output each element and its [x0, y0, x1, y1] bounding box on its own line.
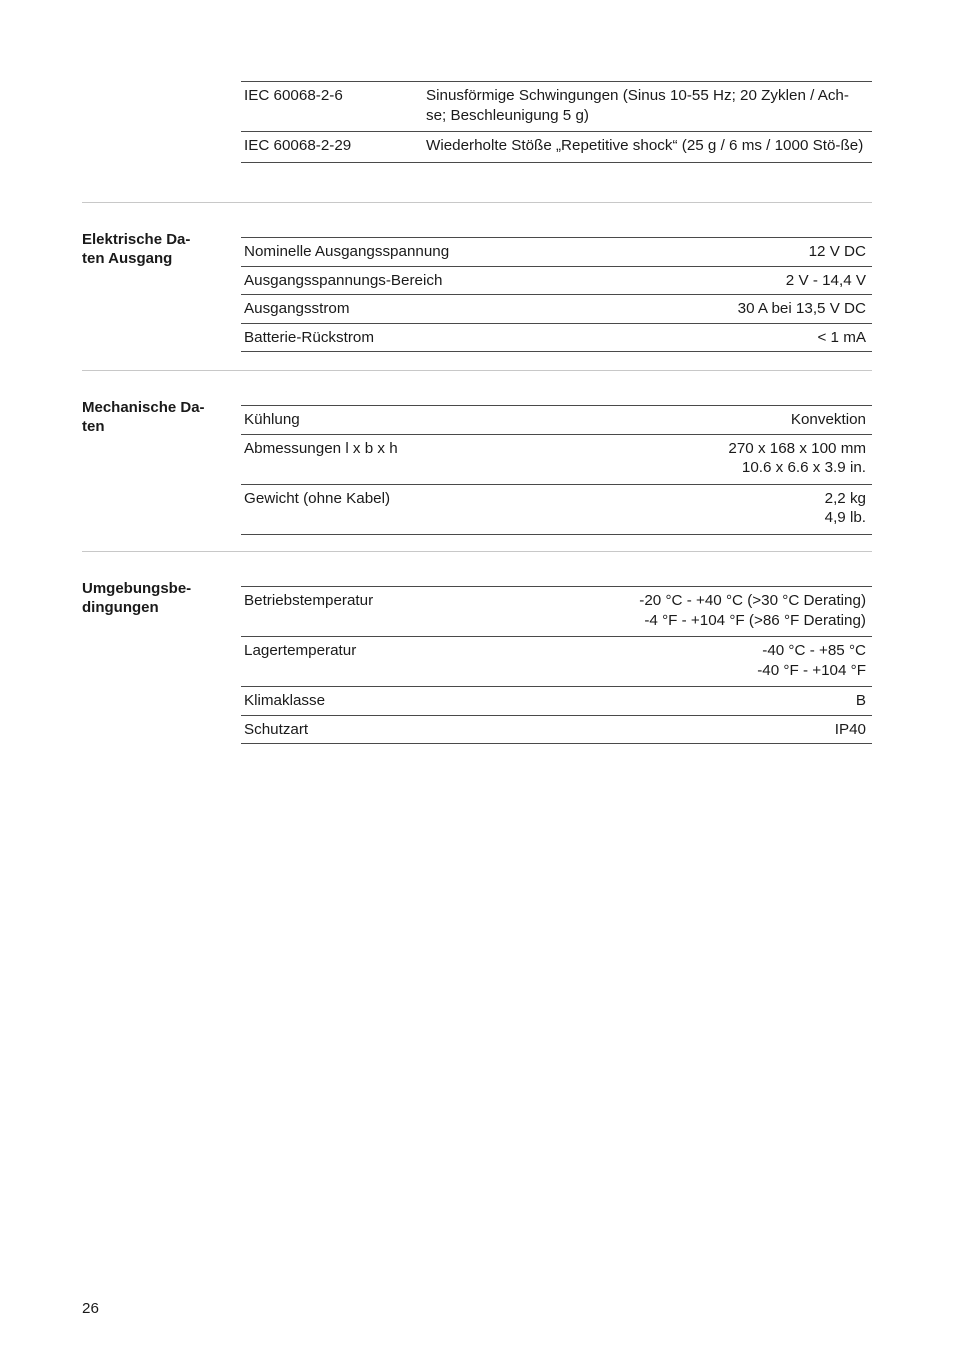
section-title-umgebung: Umgebungsbe- dingungen: [82, 580, 192, 616]
table-row: [241, 323, 872, 352]
row-label: Ausgangsstrom: [244, 300, 350, 317]
section-title-mechanisch: Mechanische Da- ten: [82, 399, 205, 435]
table-row: [241, 715, 872, 744]
row-value: -20 °C - +40 °C (>30 °C Derating) -4 °F - +104 °F (>86 °F Derating): [639, 592, 866, 629]
table-row: [241, 484, 872, 534]
table-row: [241, 266, 872, 295]
standard-description: Sinusförmige Schwingungen (Sinus 10-55 Hz; 20 Zyklen / Ach-se; Beschleunigung 5 g): [426, 87, 849, 124]
row-label: Gewicht (ohne Kabel): [244, 489, 391, 507]
standard-description: Wiederholte Stöße „Repetitive shock“ (25 g / 6 ms / 1000 Stö-ße): [426, 137, 864, 154]
row-label: Kühlung: [244, 411, 300, 428]
section-divider: [82, 202, 872, 203]
section-title-elektrisch: Elektrische Da- ten Ausgang: [82, 231, 191, 267]
row-value: Konvektion: [790, 411, 866, 428]
section-divider: [82, 370, 872, 371]
row-value: IP40: [834, 720, 866, 738]
row-value: 2 V - 14,4 V: [785, 271, 866, 289]
row-label: Lagertemperatur: [244, 642, 357, 659]
table-row: [241, 238, 872, 266]
environment-conditions-table: [241, 586, 872, 744]
row-label: Batterie-Rückstrom: [244, 328, 374, 346]
table-row: [241, 636, 872, 686]
table-row: [241, 686, 872, 715]
table-row: [241, 587, 872, 636]
table-row: [241, 434, 872, 484]
row-value: 12 V DC: [808, 243, 866, 260]
mechanical-data-table: [241, 405, 872, 535]
table-row: [241, 406, 872, 434]
table-row: [241, 131, 872, 162]
row-value: < 1 mA: [817, 328, 866, 346]
row-label: Betriebstemperatur: [244, 592, 374, 609]
row-value: 270 x 168 x 100 mm 10.6 x 6.6 x 3.9 in.: [728, 439, 866, 476]
row-value: -40 °C - +85 °C -40 °F - +104 °F: [757, 642, 866, 679]
row-value: B: [855, 692, 866, 709]
row-label: Schutzart: [244, 720, 309, 738]
row-label: Klimaklasse: [244, 692, 326, 709]
row-label: Nominelle Ausgangsspannung: [244, 243, 450, 260]
row-value: 30 A bei 13,5 V DC: [737, 300, 866, 317]
table-row: [241, 294, 872, 323]
row-label: Ausgangsspannungs-Bereich: [244, 271, 443, 289]
standard-name: IEC 60068-2-6: [244, 87, 343, 104]
section-divider: [82, 551, 872, 552]
standards-table: [241, 81, 872, 163]
row-label: Abmessungen l x b x h: [244, 439, 398, 457]
table-row: [241, 82, 872, 131]
electrical-output-table: [241, 237, 872, 352]
page-number: 26: [82, 1300, 99, 1317]
standard-name: IEC 60068-2-29: [244, 137, 352, 154]
row-value: 2,2 kg 4,9 lb.: [824, 489, 866, 526]
